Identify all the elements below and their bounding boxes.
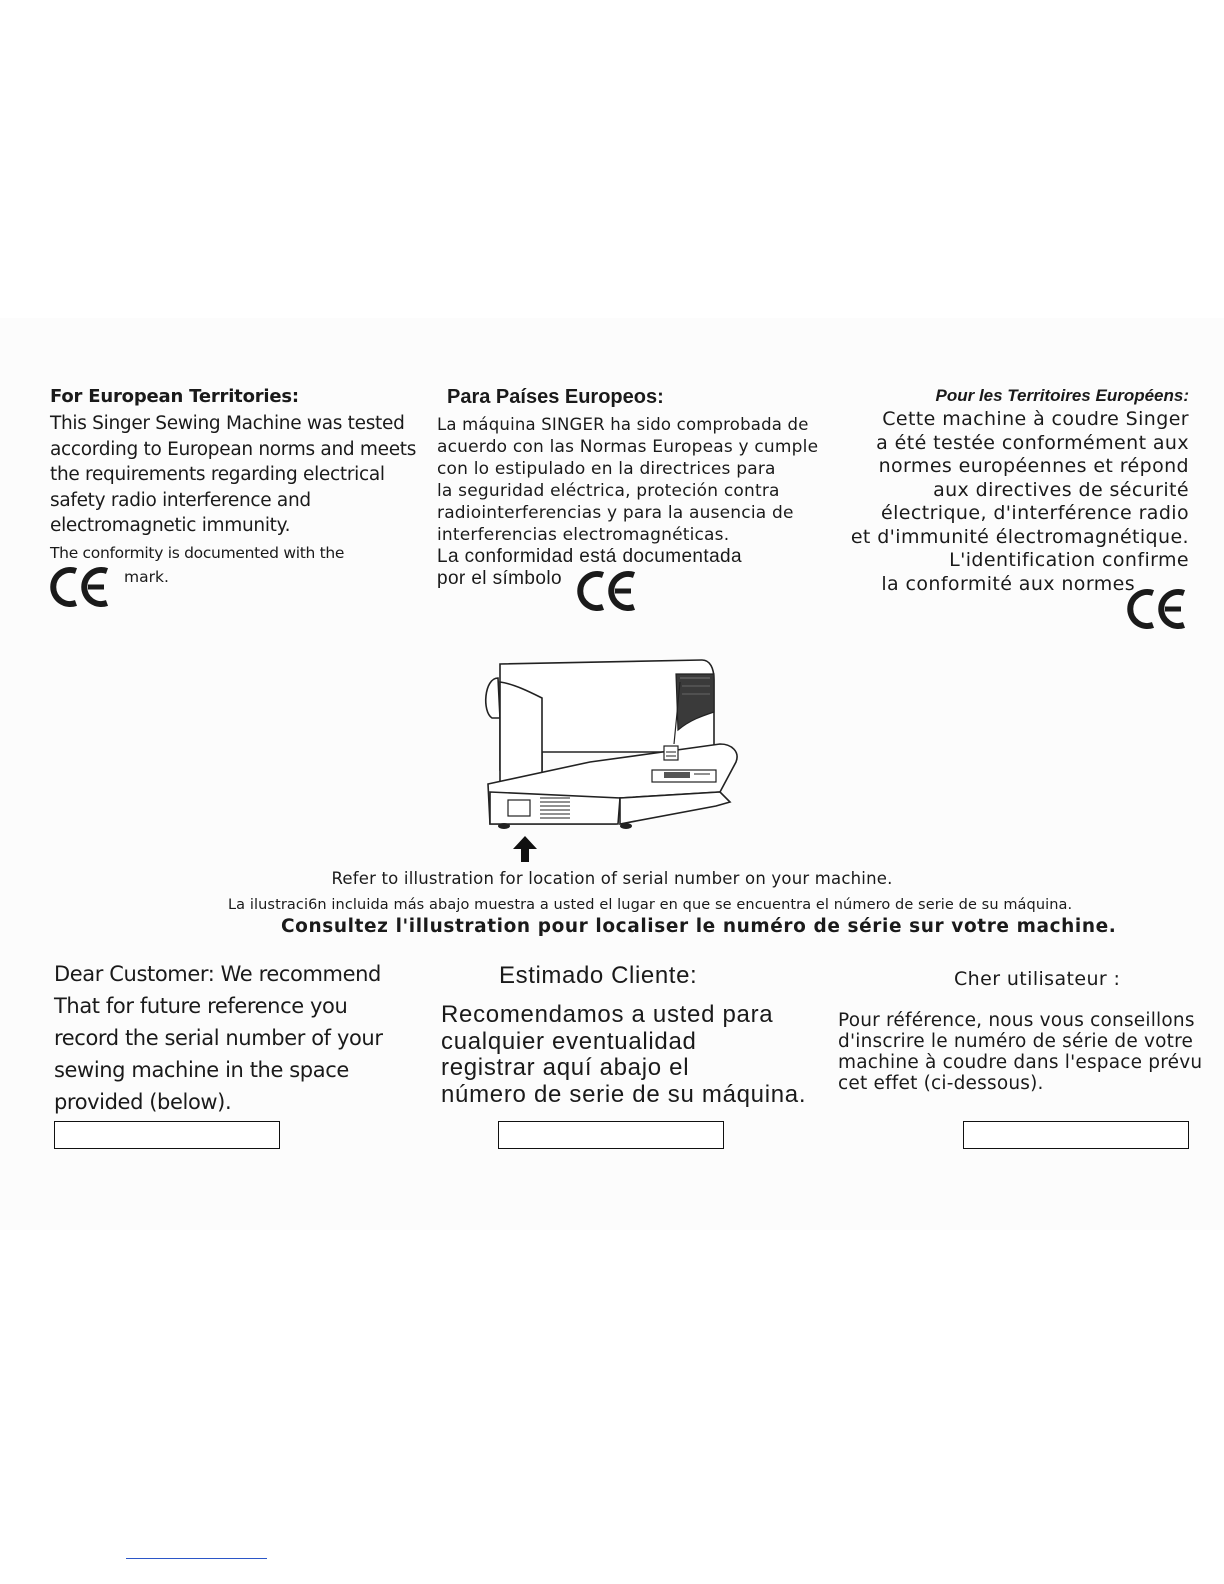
spanish-heading: Para Países Europeos: [447, 386, 664, 408]
refer-english: Refer to illustration for location of serial number on your machine. [331, 869, 893, 888]
spanish-note-line: Recomendamos a usted para [441, 1001, 774, 1028]
french-line: Cette machine à coudre Singer [882, 408, 1189, 430]
serial-number-box-french[interactable] [963, 1121, 1189, 1149]
english-note-line: Dear Customer: We recommend [54, 962, 381, 986]
ce-mark-icon [577, 570, 639, 612]
french-line: L'identification confirme [949, 549, 1189, 571]
spanish-note-line: registrar aquí abajo el [441, 1054, 690, 1081]
english-note-line: record the serial number of your [54, 1026, 383, 1050]
spanish-symbol-text: por el símbolo [437, 568, 562, 589]
english-heading: For European Territories: [50, 386, 299, 407]
serial-number-box-spanish[interactable] [498, 1121, 724, 1149]
english-ce-row [50, 562, 430, 614]
english-body: This Singer Sewing Machine was tested according to European norms and meets the requirements regarding electrical safety radio interference and electromagnetic immunity. [50, 413, 417, 536]
spanish-line: con lo estipulado en la directrices para [437, 459, 776, 479]
spanish-line: La máquina SINGER ha sido comprobada de [437, 415, 809, 434]
spanish-ce-row [437, 568, 837, 608]
english-note-line: sewing machine in the space [54, 1058, 349, 1082]
french-line: la conformité aux normes [881, 572, 1135, 595]
spanish-line: radiointerferencias y para la ausencia de [437, 503, 794, 523]
spanish-note-title: Estimado Cliente: [499, 962, 698, 989]
french-conformity-section [809, 386, 1189, 630]
up-arrow-icon [510, 834, 540, 864]
french-note-line: machine à coudre dans l'espace prévu [838, 1052, 1203, 1073]
footer-link-underline [126, 1558, 267, 1559]
refer-french: Consultez l'illustration pour localiser le numéro de série sur votre machine. [281, 916, 1117, 937]
english-conformity-text: The conformity is documented with the [50, 543, 345, 562]
spanish-line: interferencias electromagnéticas. [437, 525, 730, 545]
french-note-line: d'inscrire le numéro de série de votre [838, 1031, 1194, 1052]
serial-number-box-english[interactable] [54, 1121, 280, 1149]
french-note-line: Pour référence, nous vous conseillons [838, 1010, 1195, 1031]
spanish-line: La conformidad está documentada [437, 546, 742, 567]
spanish-note-line: número de serie de su máquina. [441, 1080, 807, 1108]
english-note-line: That for future reference you [54, 994, 348, 1018]
mark-word: mark. [124, 567, 169, 586]
french-line: a été testée conformément aux [876, 431, 1189, 454]
refer-spanish: La ilustraci6n incluida más abajo muestra a usted el lugar en que se encuentra el número de serie de su máquina. [228, 897, 1073, 913]
french-line: électrique, d'interférence radio [881, 502, 1189, 524]
spanish-conformity-section [437, 386, 837, 608]
french-line: et d'immunité électromagnétique. [850, 525, 1189, 548]
english-note-line: provided (below). [54, 1090, 232, 1114]
spanish-line: la seguridad eléctrica, proteción contra [437, 481, 780, 501]
ce-mark-icon [50, 566, 112, 608]
french-line: normes européennes et répond [878, 455, 1189, 477]
french-line: aux directives de sécurité [933, 478, 1189, 501]
french-note-title: Cher utilisateur : [954, 968, 1121, 990]
english-customer-note [54, 958, 414, 1118]
spanish-customer-note [441, 962, 821, 1108]
spanish-note-line: cualquier eventualidad [441, 1027, 697, 1055]
english-conformity-section [50, 386, 430, 614]
french-note-line: cet effet (ci-dessous). [838, 1073, 1044, 1094]
french-customer-note [838, 968, 1224, 1094]
french-heading: Pour les Territoires Européens: [935, 386, 1189, 405]
ce-mark-icon [1127, 588, 1189, 630]
spanish-line: acuerdo con las Normas Europeas y cumple [437, 437, 819, 457]
french-ce-row [809, 596, 1189, 630]
